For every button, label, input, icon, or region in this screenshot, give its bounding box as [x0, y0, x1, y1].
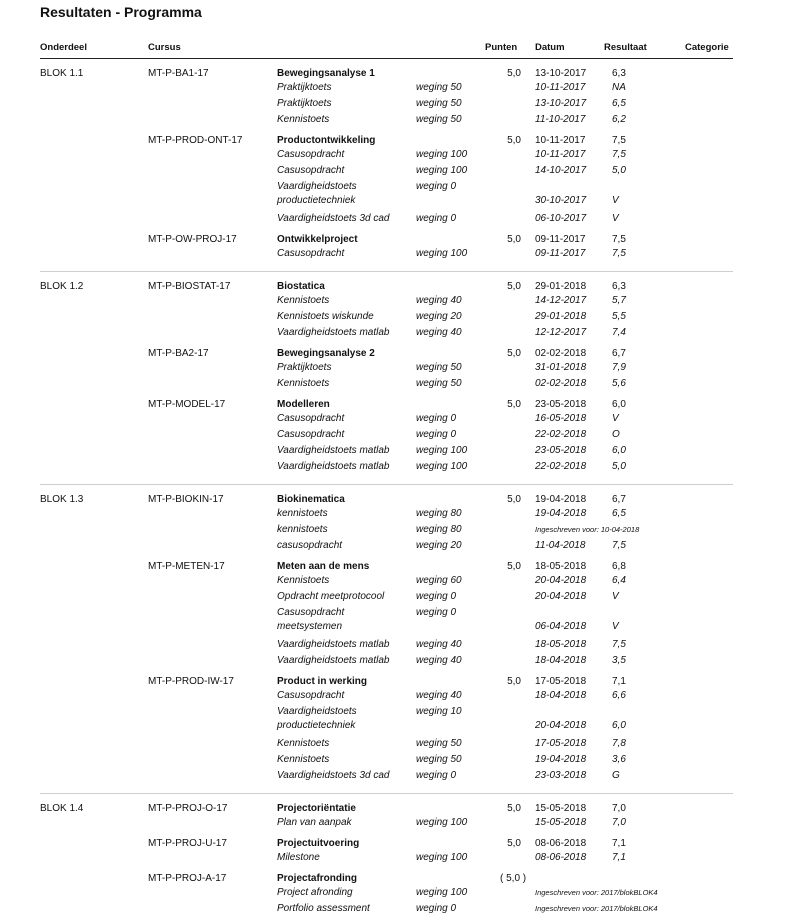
course-code: MT-P-BIOSTAT-17	[148, 281, 231, 292]
assessment-ingeschreven: Ingeschreven voor: 2017/blokBLOK4	[535, 888, 658, 897]
assessment-resultaat: 7,9	[612, 362, 626, 373]
assessment-ingeschreven: Ingeschreven voor: 10-04-2018	[535, 525, 640, 534]
assessment-datum: 19-04-2018	[535, 508, 587, 519]
course-resultaat: 6,8	[612, 561, 626, 572]
assessment-resultaat: 5,5	[612, 311, 626, 322]
assessment-row	[0, 294, 791, 308]
course-name: Biostatica	[277, 281, 325, 292]
assessment-name: Plan van aanpak	[277, 817, 352, 828]
assessment-row	[0, 654, 791, 668]
course-row	[0, 347, 791, 361]
assessment-datum: 23-03-2018	[535, 770, 587, 781]
assessment-resultaat: 3,6	[612, 754, 626, 765]
assessment-name: Praktijktoets	[277, 362, 332, 373]
assessment-resultaat: 6,6	[612, 690, 626, 701]
assessment-resultaat: 6,2	[612, 114, 626, 125]
assessment-datum: 18-04-2018	[535, 655, 587, 666]
assessment-resultaat: V	[612, 213, 619, 224]
course-datum: 23-05-2018	[535, 399, 587, 410]
course-resultaat: 7,5	[612, 135, 626, 146]
assessment-resultaat: V	[612, 413, 619, 424]
course-code: MT-P-MODEL-17	[148, 399, 226, 410]
assessment-name: Project afronding	[277, 887, 353, 898]
course-datum: 19-04-2018	[535, 494, 587, 505]
assessment-datum: 17-05-2018	[535, 738, 587, 749]
assessment-weging: weging 10	[416, 706, 462, 717]
assessment-resultaat: 7,0	[612, 817, 626, 828]
course-punten: 5,0	[507, 561, 521, 572]
course-resultaat: 6,3	[612, 281, 626, 292]
assessment-name: Vaardigheidstoets matlab	[277, 327, 390, 338]
assessment-weging: weging 40	[416, 639, 462, 650]
assessment-weging: weging 80	[416, 508, 462, 519]
assessment-row	[0, 180, 791, 194]
course-punten: 5,0	[507, 494, 521, 505]
assessment-resultaat: 6,4	[612, 575, 626, 586]
assessment-row	[0, 148, 791, 162]
assessment-datum: 16-05-2018	[535, 413, 587, 424]
assessment-resultaat: O	[612, 429, 620, 440]
assessment-name: Kennistoets wiskunde	[277, 311, 374, 322]
course-datum: 15-05-2018	[535, 803, 587, 814]
assessment-datum: 30-10-2017	[535, 195, 587, 206]
assessment-datum: 31-01-2018	[535, 362, 587, 373]
course-resultaat: 6,7	[612, 348, 626, 359]
assessment-datum: 20-04-2018	[535, 591, 587, 602]
assessment-row	[0, 620, 791, 634]
assessment-name: Kennistoets	[277, 575, 330, 586]
assessment-name: Casusopdracht	[277, 607, 345, 618]
assessment-datum: 11-04-2018	[535, 540, 586, 551]
assessment-datum: 12-12-2017	[535, 327, 587, 338]
course-name: Projectuitvoering	[277, 838, 360, 849]
assessment-name: Vaardigheidstoets 3d cad	[277, 213, 390, 224]
course-name: Projectafronding	[277, 873, 358, 884]
assessment-row	[0, 310, 791, 324]
assessment-weging: weging 80	[416, 524, 462, 535]
course-datum: 13-10-2017	[535, 68, 587, 79]
course-resultaat: 6,0	[612, 399, 626, 410]
blok-label: BLOK 1.3	[40, 494, 84, 505]
assessment-row	[0, 412, 791, 426]
course-row	[0, 493, 791, 507]
course-punten: 5,0	[507, 68, 521, 79]
assessment-name: Portfolio assessment	[277, 903, 370, 914]
assessment-resultaat: 6,0	[612, 720, 626, 731]
assessment-weging: weging 0	[416, 591, 457, 602]
assessment-weging: weging 50	[416, 378, 462, 389]
course-datum: 08-06-2018	[535, 838, 587, 849]
assessment-row	[0, 769, 791, 783]
assessment-resultaat: NA	[612, 82, 626, 93]
header-resultaat: Resultaat	[604, 42, 647, 53]
assessment-row	[0, 902, 791, 916]
assessment-weging: weging 50	[416, 738, 462, 749]
course-name: Meten aan de mens	[277, 561, 370, 572]
course-resultaat: 7,1	[612, 838, 626, 849]
assessment-weging: weging 100	[416, 248, 468, 259]
assessment-weging: weging 50	[416, 82, 462, 93]
assessment-weging: weging 100	[416, 852, 468, 863]
course-punten: 5,0	[507, 838, 521, 849]
assessment-datum: 14-10-2017	[535, 165, 587, 176]
assessment-row	[0, 606, 791, 620]
assessment-resultaat: 7,5	[612, 540, 626, 551]
assessment-datum: 18-04-2018	[535, 690, 587, 701]
assessment-datum: 09-11-2017	[535, 248, 586, 259]
course-punten: 5,0	[507, 135, 521, 146]
assessment-name: Kennistoets	[277, 378, 330, 389]
page-title: Resultaten - Programma	[40, 4, 202, 20]
assessment-name: Vaardigheidstoets matlab	[277, 655, 390, 666]
header-datum: Datum	[535, 42, 565, 53]
assessment-resultaat: V	[612, 591, 619, 602]
assessment-weging: weging 0	[416, 413, 457, 424]
assessment-row	[0, 719, 791, 733]
header-punten: Punten	[485, 42, 518, 53]
assessment-name: Milestone	[277, 852, 320, 863]
assessment-resultaat: V	[612, 195, 619, 206]
assessment-resultaat: V	[612, 621, 619, 632]
course-row	[0, 837, 791, 851]
assessment-resultaat: 5,6	[612, 378, 626, 389]
assessment-resultaat: 7,5	[612, 149, 626, 160]
assessment-row	[0, 326, 791, 340]
assessment-datum: 02-02-2018	[535, 378, 587, 389]
course-datum: 10-11-2017	[535, 135, 586, 146]
assessment-weging: weging 0	[416, 181, 457, 192]
assessment-weging: weging 100	[416, 461, 468, 472]
course-punten: 5,0	[507, 348, 521, 359]
assessment-resultaat: 7,8	[612, 738, 626, 749]
assessment-name: Casusopdracht	[277, 165, 345, 176]
course-code: MT-P-PROJ-U-17	[148, 838, 227, 849]
assessment-row	[0, 737, 791, 751]
assessment-weging: weging 20	[416, 540, 462, 551]
course-code: MT-P-BA2-17	[148, 348, 209, 359]
assessment-name: Kennistoets	[277, 114, 330, 125]
assessment-row	[0, 539, 791, 553]
course-datum: 29-01-2018	[535, 281, 587, 292]
assessment-datum: 06-10-2017	[535, 213, 587, 224]
course-name: Bewegingsanalyse 2	[277, 348, 375, 359]
assessment-resultaat: 6,5	[612, 98, 626, 109]
course-datum: 02-02-2018	[535, 348, 587, 359]
assessment-row	[0, 705, 791, 719]
assessment-name: Casusopdracht	[277, 149, 345, 160]
assessment-row	[0, 113, 791, 127]
assessment-resultaat: 5,0	[612, 461, 626, 472]
assessment-weging: weging 100	[416, 149, 468, 160]
assessment-row	[0, 851, 791, 865]
assessment-datum: 20-04-2018	[535, 575, 587, 586]
assessment-row	[0, 590, 791, 604]
course-row	[0, 134, 791, 148]
assessment-weging: weging 0	[416, 429, 457, 440]
course-row	[0, 280, 791, 294]
course-name: Bewegingsanalyse 1	[277, 68, 375, 79]
assessment-datum: 08-06-2018	[535, 852, 587, 863]
assessment-name: kennistoets	[277, 508, 328, 519]
course-name: Productontwikkeling	[277, 135, 376, 146]
assessment-name: Vaardigheidstoets	[277, 181, 357, 192]
assessment-weging: weging 0	[416, 903, 457, 914]
course-code: MT-P-BIOKIN-17	[148, 494, 224, 505]
assessment-name: Praktijktoets	[277, 98, 332, 109]
blok-separator	[40, 484, 733, 485]
assessment-row	[0, 81, 791, 95]
assessment-datum: 19-04-2018	[535, 754, 587, 765]
assessment-resultaat: 7,4	[612, 327, 626, 338]
assessment-name: Casusopdracht	[277, 413, 345, 424]
assessment-name: Vaardigheidstoets matlab	[277, 461, 390, 472]
assessment-datum: 10-11-2017	[535, 82, 586, 93]
course-datum: 18-05-2018	[535, 561, 587, 572]
course-row	[0, 67, 791, 81]
assessment-resultaat: 5,7	[612, 295, 626, 306]
assessment-row	[0, 460, 791, 474]
assessment-name: Vaardigheidstoets matlab	[277, 445, 390, 456]
course-punten: 5,0	[507, 399, 521, 410]
blok-separator	[40, 793, 733, 794]
course-row	[0, 560, 791, 574]
assessment-name: Kennistoets	[277, 738, 330, 749]
assessment-name: Vaardigheidstoets matlab	[277, 639, 390, 650]
assessment-row	[0, 574, 791, 588]
assessment-name: meetsystemen	[277, 621, 343, 632]
assessment-weging: weging 40	[416, 690, 462, 701]
course-code: MT-P-BA1-17	[148, 68, 209, 79]
course-row	[0, 802, 791, 816]
assessment-name: Casusopdracht	[277, 248, 345, 259]
assessment-datum: 29-01-2018	[535, 311, 587, 322]
assessment-weging: weging 0	[416, 213, 457, 224]
assessment-weging: weging 0	[416, 607, 457, 618]
assessment-weging: weging 0	[416, 770, 457, 781]
course-name: Ontwikkelproject	[277, 234, 358, 245]
assessment-resultaat: 7,1	[612, 852, 626, 863]
assessment-datum: 10-11-2017	[535, 149, 586, 160]
course-resultaat: 7,0	[612, 803, 626, 814]
course-datum: 17-05-2018	[535, 676, 587, 687]
assessment-name: kennistoets	[277, 524, 328, 535]
assessment-weging: weging 100	[416, 817, 468, 828]
course-row	[0, 675, 791, 689]
course-code: MT-P-PROJ-O-17	[148, 803, 228, 814]
assessment-row	[0, 247, 791, 261]
course-code: MT-P-PROD-IW-17	[148, 676, 234, 687]
course-resultaat: 6,7	[612, 494, 626, 505]
assessment-row	[0, 886, 791, 900]
assessment-weging: weging 50	[416, 98, 462, 109]
assessment-datum: 22-02-2018	[535, 461, 587, 472]
course-punten: ( 5,0 )	[500, 873, 527, 884]
assessment-weging: weging 40	[416, 295, 462, 306]
assessment-name: Vaardigheidstoets	[277, 706, 357, 717]
course-row	[0, 233, 791, 247]
course-datum: 09-11-2017	[535, 234, 586, 245]
assessment-resultaat: 3,5	[612, 655, 626, 666]
assessment-datum: 18-05-2018	[535, 639, 587, 650]
assessment-name: Kennistoets	[277, 754, 330, 765]
assessment-datum: 14-12-2017	[535, 295, 587, 306]
blok-label: BLOK 1.4	[40, 803, 84, 814]
assessment-resultaat: 7,5	[612, 248, 626, 259]
assessment-datum: 15-05-2018	[535, 817, 587, 828]
assessment-datum: 13-10-2017	[535, 98, 587, 109]
assessment-resultaat: 6,5	[612, 508, 626, 519]
course-name: Biokinematica	[277, 494, 345, 505]
assessment-row	[0, 444, 791, 458]
assessment-row	[0, 638, 791, 652]
assessment-resultaat: G	[612, 770, 620, 781]
course-punten: 5,0	[507, 234, 521, 245]
course-code: MT-P-PROJ-A-17	[148, 873, 227, 884]
assessment-datum: 06-04-2018	[535, 621, 587, 632]
assessment-row	[0, 212, 791, 226]
assessment-weging: weging 50	[416, 754, 462, 765]
assessment-datum: 22-02-2018	[535, 429, 587, 440]
assessment-resultaat: 7,5	[612, 639, 626, 650]
assessment-row	[0, 753, 791, 767]
course-row	[0, 872, 791, 886]
assessment-name: productietechniek	[277, 195, 356, 206]
assessment-datum: 11-10-2017	[535, 114, 586, 125]
assessment-name: productietechniek	[277, 720, 356, 731]
assessment-weging: weging 50	[416, 362, 462, 373]
course-row	[0, 398, 791, 412]
course-name: Product in werking	[277, 676, 368, 687]
assessment-name: Opdracht meetprotocool	[277, 591, 385, 602]
assessment-row	[0, 428, 791, 442]
blok-separator	[40, 271, 733, 272]
assessment-resultaat: 6,0	[612, 445, 626, 456]
course-resultaat: 6,3	[612, 68, 626, 79]
assessment-weging: weging 100	[416, 887, 468, 898]
assessment-weging: weging 40	[416, 655, 462, 666]
course-resultaat: 7,1	[612, 676, 626, 687]
course-name: Projectoriëntatie	[277, 803, 356, 814]
assessment-name: Vaardigheidstoets 3d cad	[277, 770, 390, 781]
header-cursus: Cursus	[148, 42, 181, 53]
assessment-row	[0, 816, 791, 830]
assessment-row	[0, 377, 791, 391]
course-code: MT-P-METEN-17	[148, 561, 225, 572]
course-code: MT-P-PROD-ONT-17	[148, 135, 243, 146]
assessment-resultaat: 5,0	[612, 165, 626, 176]
blok-label: BLOK 1.1	[40, 68, 84, 79]
assessment-name: casusopdracht	[277, 540, 343, 551]
course-punten: 5,0	[507, 676, 521, 687]
assessment-weging: weging 50	[416, 114, 462, 125]
assessment-row	[0, 689, 791, 703]
assessment-row	[0, 164, 791, 178]
assessment-name: Praktijktoets	[277, 82, 332, 93]
course-name: Modelleren	[277, 399, 330, 410]
course-code: MT-P-OW-PROJ-17	[148, 234, 237, 245]
assessment-weging: weging 20	[416, 311, 462, 322]
assessment-weging: weging 100	[416, 445, 468, 456]
assessment-row	[0, 507, 791, 521]
assessment-weging: weging 100	[416, 165, 468, 176]
assessment-row	[0, 194, 791, 208]
assessment-name: Casusopdracht	[277, 429, 345, 440]
course-punten: 5,0	[507, 803, 521, 814]
header-onderdeel: Onderdeel	[40, 42, 87, 53]
assessment-weging: weging 60	[416, 575, 462, 586]
assessment-datum: 23-05-2018	[535, 445, 587, 456]
course-punten: 5,0	[507, 281, 521, 292]
assessment-weging: weging 40	[416, 327, 462, 338]
assessment-row	[0, 97, 791, 111]
blok-label: BLOK 1.2	[40, 281, 84, 292]
assessment-datum: 20-04-2018	[535, 720, 587, 731]
course-resultaat: 7,5	[612, 234, 626, 245]
header-categorie: Categorie	[685, 42, 729, 53]
assessment-ingeschreven: Ingeschreven voor: 2017/blokBLOK4	[535, 904, 658, 913]
assessment-name: Casusopdracht	[277, 690, 345, 701]
assessment-row	[0, 361, 791, 375]
assessment-name: Kennistoets	[277, 295, 330, 306]
assessment-row	[0, 523, 791, 537]
